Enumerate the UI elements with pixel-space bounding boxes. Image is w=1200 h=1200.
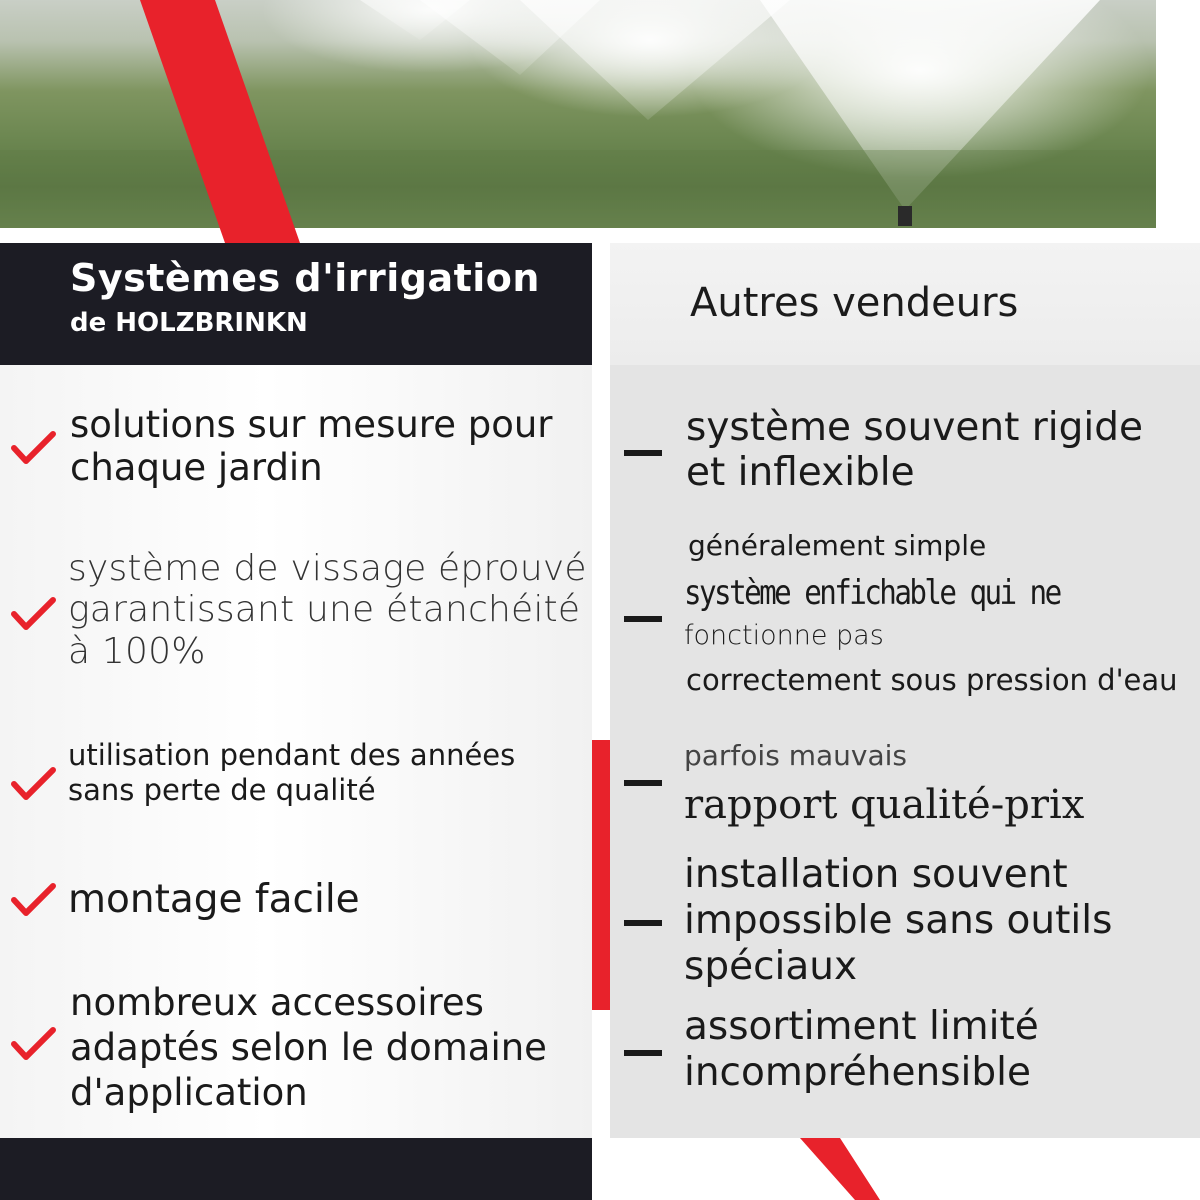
list-item-line: système enfichable qui ne — [684, 573, 1060, 613]
check-icon — [10, 764, 56, 804]
list-item-line: généralement simple — [688, 529, 987, 562]
list-item: montage facile — [68, 877, 360, 922]
list-item: système de vissage éprouvé garantissant une étanchéité à 100% — [68, 548, 587, 672]
holzbrinkn-subtitle: de HOLZBRINKN — [70, 308, 308, 338]
check-icon — [10, 428, 56, 468]
list-item-line: correctement sous pression d'eau — [686, 663, 1178, 697]
list-item: assortiment limité incompréhensible — [684, 1004, 1039, 1096]
list-item: système souvent rigide et inflexible — [686, 405, 1143, 495]
sprinkler-spray-graphic — [0, 0, 1156, 228]
dash-icon — [624, 450, 662, 456]
hero-photo-sprinklers — [0, 0, 1156, 228]
dash-icon — [624, 780, 662, 786]
list-item-line: rapport qualité-prix — [684, 782, 1085, 828]
check-icon — [10, 1024, 56, 1064]
other-vendors-title: Autres vendeurs — [690, 280, 1019, 326]
dash-icon — [624, 616, 662, 622]
list-item-line: parfois mauvais — [684, 739, 907, 772]
list-item-line: fonctionne pas — [684, 620, 884, 651]
list-item: solutions sur mesure pour chaque jardin — [70, 403, 553, 489]
list-item: installation souvent impossible sans outils spéciaux — [684, 852, 1113, 990]
check-icon — [10, 594, 56, 634]
list-item: nombreux accessoires adaptés selon le domaine d'application — [70, 981, 547, 1115]
list-item: utilisation pendant des années sans perte de qualité — [68, 738, 516, 807]
holzbrinkn-footer-bar — [0, 1138, 592, 1200]
dash-icon — [624, 1050, 662, 1056]
check-icon — [10, 880, 56, 920]
holzbrinkn-title: Systèmes d'irrigation — [70, 256, 540, 300]
dash-icon — [624, 920, 662, 926]
